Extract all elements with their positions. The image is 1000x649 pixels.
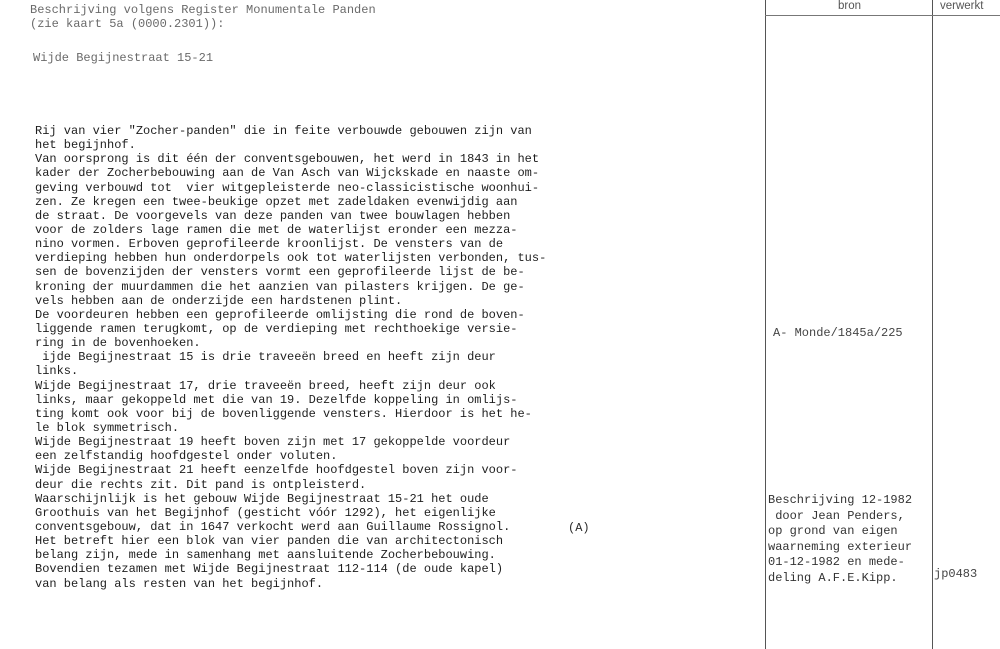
text-line: le blok symmetrisch.	[35, 420, 180, 435]
text-line: nino vormen. Erboven geprofileerde kroonlijst. De vensters van de	[35, 237, 504, 252]
text-line: links.	[35, 364, 79, 379]
text-line: kader der Zocherbebouwing aan de Van Asch van Wijckskade en naaste om-	[35, 166, 540, 181]
text-line: Waarschijnlijk is het gebouw Wijde Begijnestraat 15-21 het oude	[35, 491, 489, 506]
text-line: het begijnhof.	[35, 138, 136, 153]
text-line: verdieping hebben hun onderdorpels ook tot waterlijsten verbonden, tus-	[35, 251, 547, 266]
address-title: Wijde Begijnestraat 15-21	[33, 51, 214, 65]
text-line: De voordeuren hebben een geprofileerde omlijsting die rond de boven-	[35, 307, 525, 322]
table-divider-right	[932, 0, 933, 649]
text-line: conventsgebouw, dat in 1647 verkocht werd aan Guillaume Rossignol.	[35, 519, 511, 534]
text-line: links, maar gekoppeld met die van 19. Dezelfde koppeling in omlijs-	[35, 392, 518, 407]
text-line: een zelfstandig hoofdgestel onder voluten.	[35, 449, 338, 464]
text-line: ijde Begijnestraat 15 is drie traveeën breed en heeft zijn deur	[35, 350, 496, 365]
text-line: Bovendien tezamen met Wijde Begijnestraat 112-114 (de oude kapel)	[35, 562, 504, 577]
text-line: ring in de bovenhoeken.	[35, 336, 201, 351]
source-line: waarneming exterieur	[768, 539, 913, 554]
description-body	[35, 124, 546, 591]
table-divider-left	[765, 0, 766, 649]
source-line: 01-12-1982 en mede-	[768, 555, 905, 570]
text-line: de straat. De voorgevels van deze panden van twee bouwlagen hebben	[35, 208, 511, 223]
text-line: deur die rechts zit. Dit pand is ontpleisterd.	[35, 477, 367, 492]
text-line: belang zijn, mede in samenhang met aansluitende Zocherbebouwing.	[35, 548, 496, 563]
text-line: geving verbouwd tot vier witgepleisterde neo-classicistische woonhui-	[35, 180, 540, 195]
source-line: deling A.F.E.Kipp.	[768, 570, 898, 585]
table-header-rule	[765, 15, 1000, 16]
text-line: vels hebben aan de onderzijde een hardstenen plint.	[35, 293, 403, 308]
source-description	[768, 493, 912, 587]
text-line: kroning der muurdammen die het aanzien van pilasters krijgen. De ge-	[35, 279, 525, 294]
text-line: Rij van vier "Zocher-panden" die in feite verbouwde gebouwen zijn van	[35, 124, 532, 138]
text-line: liggende ramen terugkomt, op de verdieping met rechthoekige versie-	[35, 321, 518, 336]
source-line: Beschrijving 12-1982	[768, 493, 913, 507]
column-header-verwerkt: verwerkt	[940, 0, 984, 12]
source-marker: (A)	[568, 521, 590, 535]
source-reference-a: A- Monde/1845a/225	[773, 326, 903, 340]
document-heading: Beschrijving volgens Register Monumentale Panden	[30, 3, 376, 17]
text-line: Wijde Begijnestraat 19 heeft boven zijn met 17 gekoppelde voordeur	[35, 435, 511, 450]
verwerkt-code: jp0483	[934, 567, 978, 581]
text-line: van belang als resten van het begijnhof.	[35, 576, 324, 591]
source-line: door Jean Penders,	[768, 508, 905, 523]
text-line: Het betreft hier een blok van vier panden die van architectonisch	[35, 534, 504, 549]
text-line: voor de zolders lage ramen die met de waterlijst eronder een mezza-	[35, 222, 518, 237]
text-line: sen de bovenzijden der vensters vormt een geprofileerde lijst de be-	[35, 265, 525, 280]
text-line: zen. Ze kregen een twee-beukige opzet met zadeldaken evenwijdig aan	[35, 194, 518, 209]
text-line: ting komt ook voor bij de bovenliggende vensters. Hierdoor is het he-	[35, 406, 532, 421]
text-line: Groothuis van het Begijnhof (gesticht vóór 1292), het eigenlijke	[35, 505, 496, 520]
text-line: Wijde Begijnestraat 17, drie traveeën breed, heeft zijn deur ook	[35, 378, 496, 393]
text-line: Van oorsprong is dit één der conventsgebouwen, het werd in 1843 in het	[35, 152, 540, 167]
text-line: Wijde Begijnestraat 21 heeft eenzelfde hoofdgestel boven zijn voor-	[35, 463, 518, 478]
source-line: op grond van eigen	[768, 524, 898, 539]
map-reference: (zie kaart 5a (0000.2301)):	[30, 17, 225, 31]
column-header-bron: bron	[838, 0, 862, 12]
